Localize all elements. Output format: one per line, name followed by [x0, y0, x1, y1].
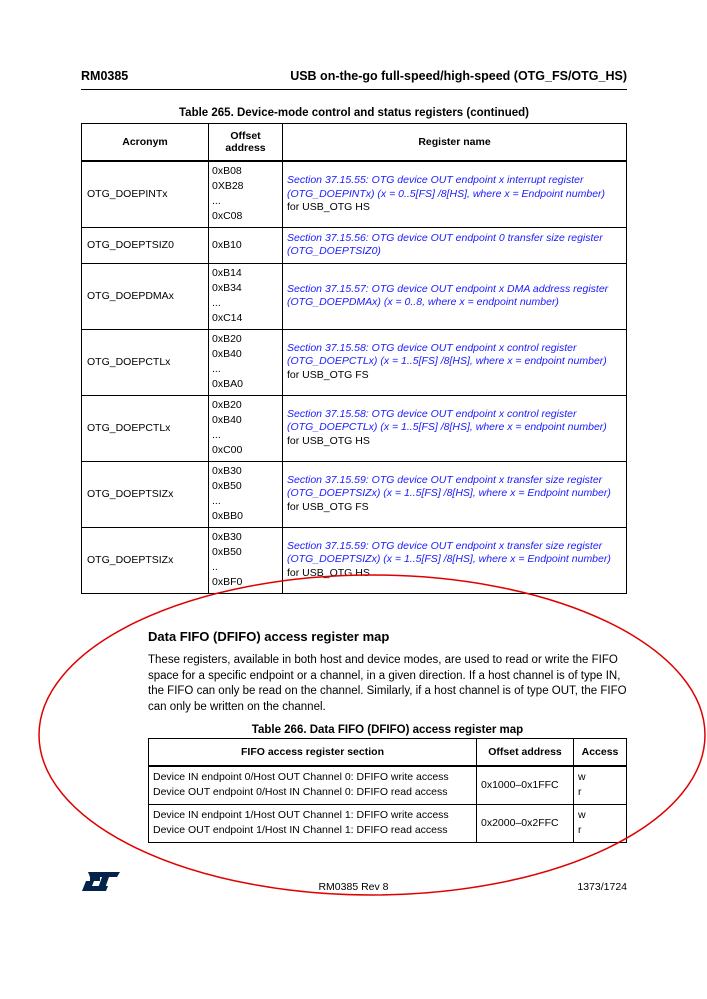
table-row	[82, 329, 627, 395]
access-cell	[574, 804, 627, 842]
offset-value: 0xB14	[212, 267, 242, 279]
page-number: 1373/1724	[577, 881, 627, 893]
acronym-cell: OTG_DOEPTSIZx	[82, 461, 209, 527]
fifo-section-line: Device OUT endpoint 0/Host IN Channel 0: DFIFO read access	[153, 786, 448, 799]
offset-value: 0xB50	[212, 480, 242, 492]
column-header-acronym: Acronym	[82, 124, 209, 162]
access-value: w	[578, 809, 586, 821]
table-row	[82, 227, 627, 263]
device-mode-registers-table	[81, 123, 627, 594]
access-cell	[574, 766, 627, 804]
offset-value: 0xB20	[212, 333, 242, 345]
variant-note: for USB_OTG FS	[287, 368, 369, 381]
variant-note: for USB_OTG FS	[287, 500, 369, 513]
offset-value: 0xBA0	[212, 378, 243, 390]
offset-value: ...	[212, 495, 221, 507]
section-link[interactable]: Section 37.15.58: OTG device OUT endpoint x control register (OTG_DOEPCTLx) (x = 1..5[FS] /8[HS], where x = endpoint number)	[287, 341, 607, 368]
offset-value: 0xC00	[212, 444, 243, 456]
offset-value: 0xB08	[212, 165, 242, 178]
offset-cell	[209, 461, 283, 527]
offset-cell	[209, 527, 283, 593]
table-row	[149, 766, 627, 804]
offset-value: 0xB30	[212, 531, 242, 543]
offset-value: 0XB28	[212, 180, 244, 193]
offset-value: 0xB40	[212, 414, 242, 426]
offset-value: ...	[212, 297, 221, 309]
table-row	[82, 461, 627, 527]
offset-cell	[209, 263, 283, 329]
register-name-cell	[283, 161, 627, 227]
table-row	[82, 395, 627, 461]
register-name-cell	[283, 227, 627, 263]
offset-value: ...	[212, 363, 221, 375]
section-link[interactable]: Section 37.15.55: OTG device OUT endpoint x interrupt register (OTG_DOEPINTx) (x = 0..5[FS] /8[HS], where x = Endpoint number)	[287, 174, 606, 200]
fifo-section-line: Device IN endpoint 1/Host OUT Channel 1: DFIFO write access	[153, 809, 449, 821]
dfifo-description: These registers, available in both host and device modes, are used to read or write the FIFO space for a specific endpoint or a channel, in a given direction. If a host channel is of type IN, the FIFO can only be read on the channel. Similarly, if a host channel is of type OUT, the FIFO can only be written on the channel.	[148, 654, 627, 713]
offset-value: 0xC08	[212, 210, 243, 223]
register-name-cell	[283, 461, 627, 527]
register-name-cell	[283, 329, 627, 395]
table-row	[82, 161, 627, 227]
offset-value: 0xB34	[212, 282, 242, 294]
offset-cell	[209, 227, 283, 263]
offset-value: 0xB50	[212, 546, 242, 558]
dfifo-section-title: Data FIFO (DFIFO) access register map	[148, 629, 390, 644]
offset-value: 0xBF0	[212, 576, 243, 588]
table-row	[82, 263, 627, 329]
offset-value: 0xB30	[212, 465, 242, 477]
offset-value: 0xB20	[212, 399, 242, 411]
acronym-cell: OTG_DOEPDMAx	[82, 263, 209, 329]
access-value: w	[578, 771, 586, 784]
fifo-section-line: Device IN endpoint 0/Host OUT Channel 0: DFIFO write access	[153, 771, 449, 784]
table-266-caption: Table 266. Data FIFO (DFIFO) access register map	[251, 724, 524, 736]
offset-value: 0xBB0	[212, 510, 243, 522]
column-header-register-name: Register name	[283, 124, 627, 162]
offset-value: 0xC14	[212, 312, 243, 324]
fifo-section-cell	[149, 804, 477, 842]
section-link[interactable]: Section 37.15.59: OTG device OUT endpoint x transfer size register (OTG_DOEPTSIZx) (x = 1..5[FS] /8[HS], where x = Endpoint number)	[287, 539, 611, 566]
section-link[interactable]: Section 37.15.59: OTG device OUT endpoint x transfer size register (OTG_DOEPTSIZx) (x = 1..5[FS] /8[HS], where x = Endpoint number)	[287, 473, 611, 500]
offset-value: 0xB10	[212, 238, 242, 251]
register-name-cell	[283, 527, 627, 593]
section-link[interactable]: Section 37.15.57: OTG device OUT endpoint x DMA address register (OTG_DOEPDMAx) (x = 0..8, where x = endpoint number)	[287, 282, 609, 308]
acronym-cell: OTG_DOEPCTLx	[82, 329, 209, 395]
section-link[interactable]: Section 37.15.58: OTG device OUT endpoint x control register (OTG_DOEPCTLx) (x = 1..5[FS] /8[HS], where x = endpoint number)	[287, 407, 607, 434]
offset-cell	[209, 395, 283, 461]
table-row	[82, 527, 627, 593]
variant-note: for USB_OTG HS	[287, 434, 370, 447]
offset-cell: 0x2000–0x2FFC	[477, 804, 574, 842]
variant-note: for USB_OTG HS	[287, 201, 370, 213]
header-divider	[81, 89, 627, 90]
chapter-title: USB on-the-go full-speed/high-speed (OTG_FS/OTG_HS)	[290, 69, 627, 83]
document-revision: RM0385 Rev 8	[318, 881, 389, 893]
acronym-cell: OTG_DOEPINTx	[82, 161, 209, 227]
register-name-cell	[283, 263, 627, 329]
offset-value: ...	[212, 429, 221, 441]
access-value: r	[578, 824, 582, 836]
offset-value: ...	[212, 195, 221, 208]
offset-cell: 0x1000–0x1FFC	[477, 766, 574, 804]
acronym-cell: OTG_DOEPTSIZx	[82, 527, 209, 593]
offset-value: 0xB40	[212, 348, 242, 360]
table-row	[149, 804, 627, 842]
fifo-section-line: Device OUT endpoint 1/Host IN Channel 1: DFIFO read access	[153, 824, 448, 836]
column-header-access: Access	[574, 739, 627, 767]
offset-cell	[209, 329, 283, 395]
table-265-caption: Table 265. Device-mode control and status registers (continued)	[179, 107, 529, 119]
access-value: r	[578, 786, 582, 799]
column-header-section: FIFO access register section	[149, 739, 477, 767]
section-link[interactable]: Section 37.15.56: OTG device OUT endpoint 0 transfer size register (OTG_DOEPTSIZ0)	[287, 231, 603, 257]
offset-value: ..	[212, 561, 218, 573]
column-header-offset: Offset address	[209, 124, 283, 162]
column-header-offset: Offset address	[477, 739, 574, 767]
offset-cell	[209, 161, 283, 227]
acronym-cell: OTG_DOEPCTLx	[82, 395, 209, 461]
document-id: RM0385	[81, 69, 129, 83]
dfifo-register-map-table	[148, 738, 627, 843]
fifo-section-cell	[149, 766, 477, 804]
acronym-cell: OTG_DOEPTSIZ0	[82, 227, 209, 263]
register-name-cell	[283, 395, 627, 461]
variant-note: for USB_OTG HS	[287, 566, 370, 579]
